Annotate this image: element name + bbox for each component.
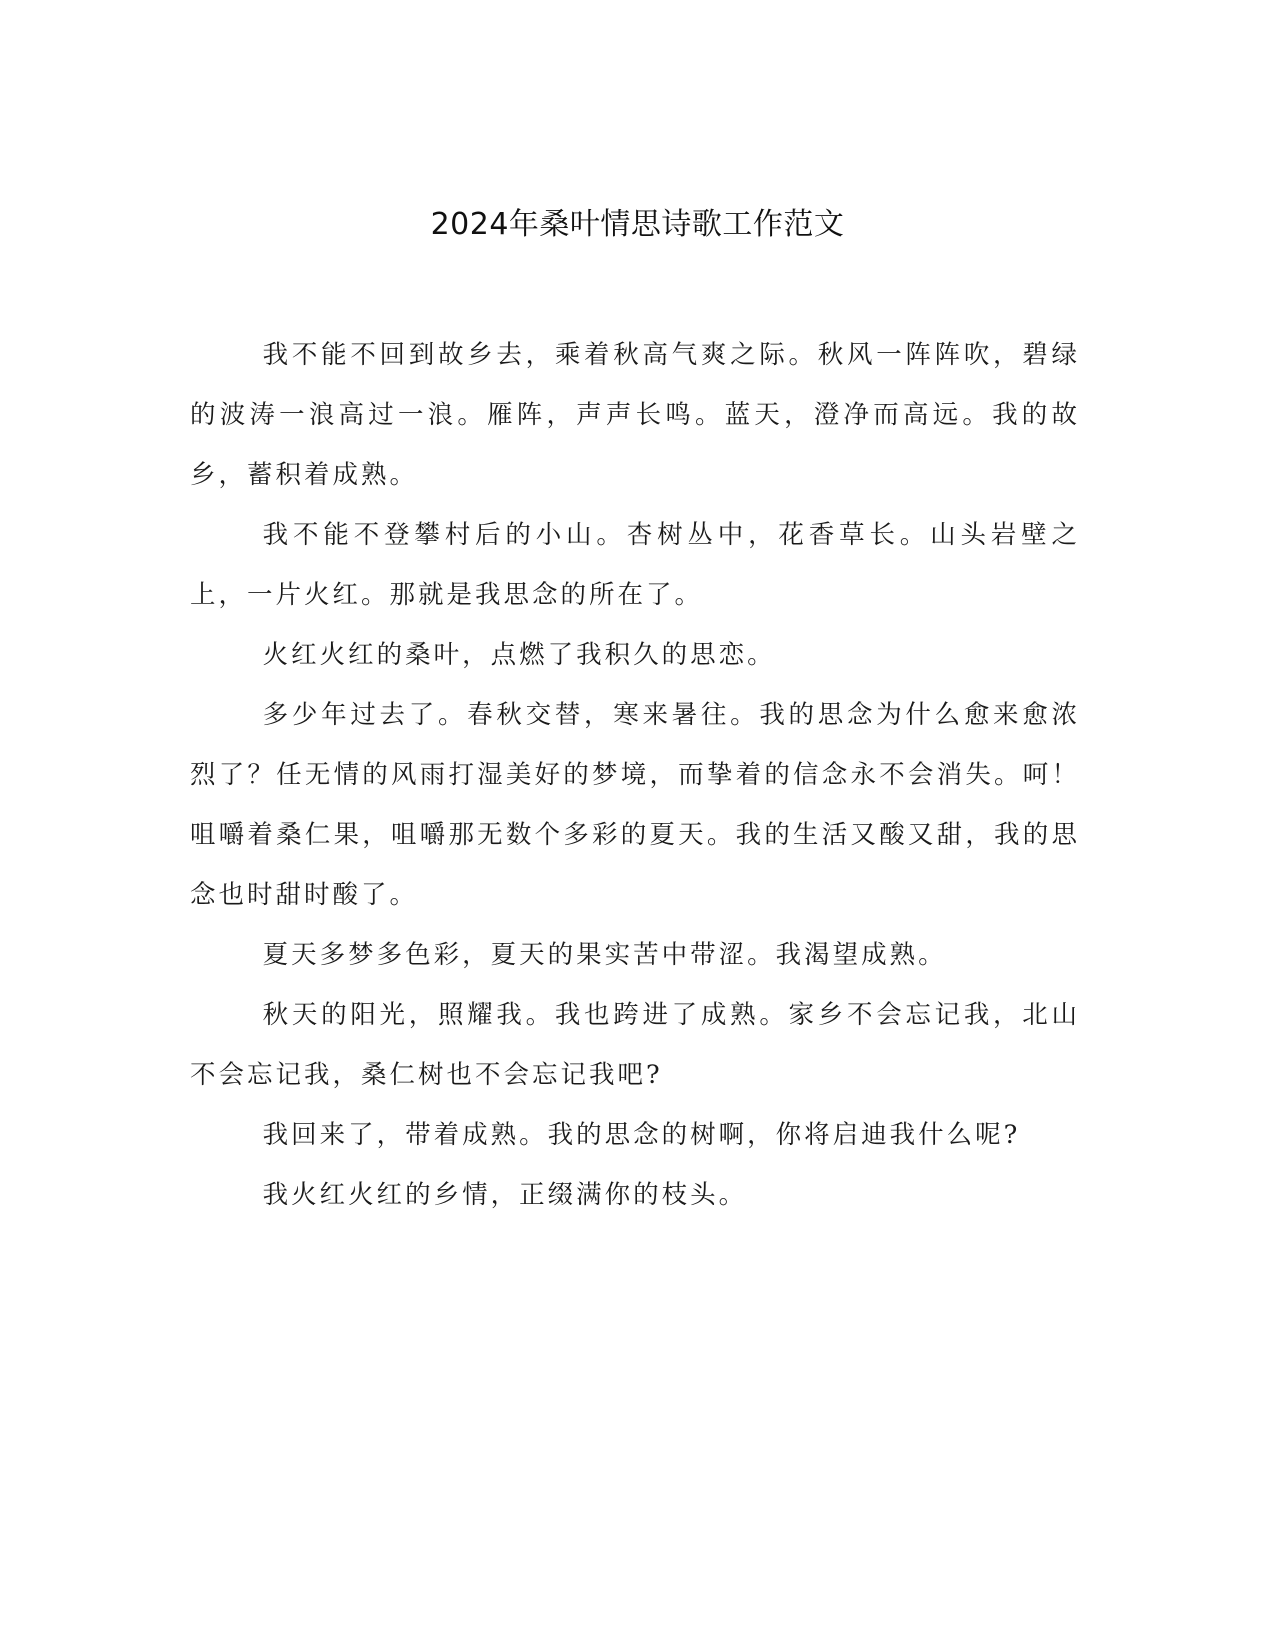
paragraph: 火红火红的桑叶，点燃了我积久的思恋。 [262,640,776,670]
paragraph: 我不能不回到故乡去，乘着秋高气爽之际。秋风一阵阵吹，碧绿的波涛一浪高过一浪。雁阵，声声长鸣。蓝天，澄净而高远。我的故乡，蓄积着成熟。 [190,340,1080,490]
paragraph: 我不能不登攀村后的小山。杏树丛中，花香草长。山头岩壁之上，一片火红。那就是我思念的所在了。 [190,520,1080,610]
paragraph: 多少年过去了。春秋交替，寒来暑往。我的思念为什么愈来愈浓烈了？任无情的风雨打湿美好的梦境，而挚着的信念永不会消失。呵！咀嚼着桑仁果，咀嚼那无数个多彩的夏天。我的生活又酸又甜，我的思念也时甜时酸了。 [190,700,1080,910]
paragraph: 秋天的阳光，照耀我。我也跨进了成熟。家乡不会忘记我，北山不会忘记我，桑仁树也不会忘记我吧? [190,1000,1080,1090]
paragraph: 我火红火红的乡情，正缀满你的枝头。 [262,1180,748,1210]
paragraph: 我回来了，带着成熟。我的思念的树啊，你将启迪我什么呢? [262,1120,1021,1150]
document-body [190,325,1080,1225]
paragraph: 夏天多梦多色彩，夏天的果实苦中带涩。我渴望成熟。 [262,940,947,970]
document-title: 2024年桑叶情思诗歌工作范文 [430,207,845,242]
